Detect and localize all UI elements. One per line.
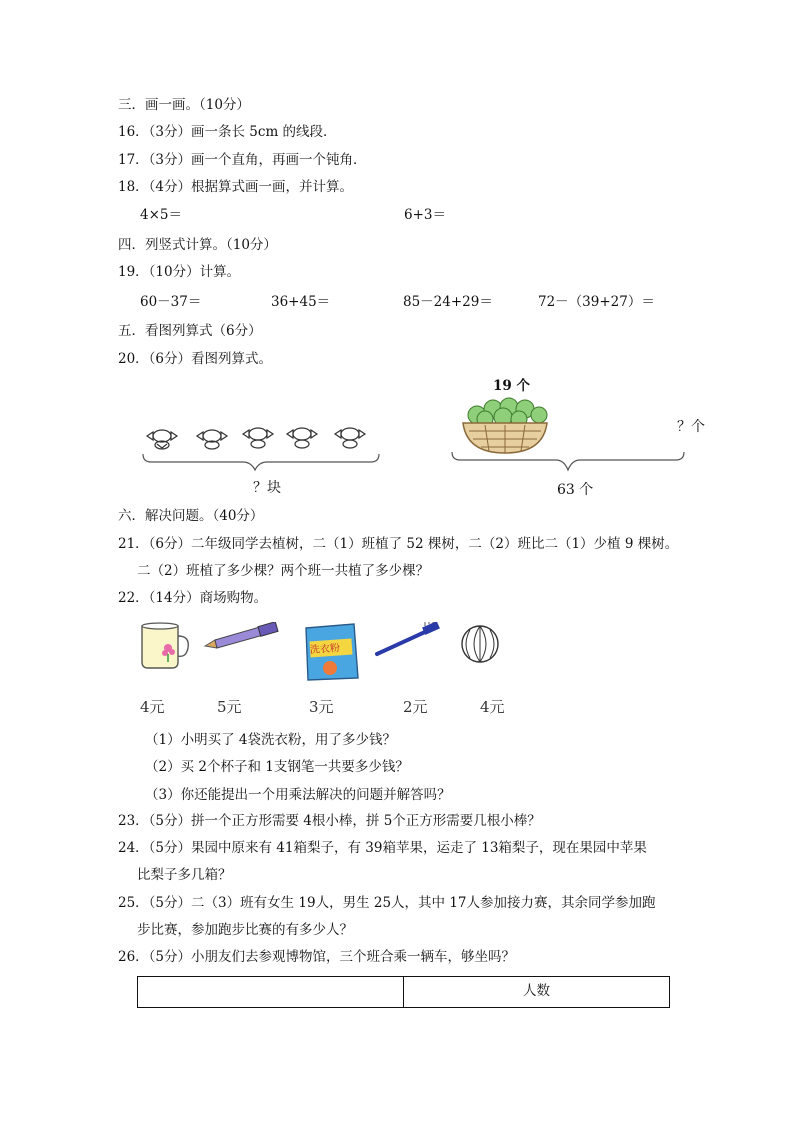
question-21-line-2: 二（2）班植了多少棵？两个班一共植了多少棵？ — [137, 563, 430, 579]
table-header-cell-1 — [138, 977, 404, 1008]
q19-expression-4: 72－（39+27）＝ — [538, 294, 655, 310]
unknown-apples-label: ？个 — [677, 419, 705, 435]
q18-expression-1: 4×5＝ — [140, 207, 182, 223]
question-16: 16．（3分）画一条长 5cm 的线段． — [118, 124, 337, 140]
question-22: 22．（14分）商场购物。 — [118, 590, 268, 606]
candy-icon — [147, 428, 365, 449]
section-3-heading: 三．画一画。（10分） — [118, 97, 250, 113]
q22-sub-2: （2）买 2个杯子和 1支钢笔一共要多少钱？ — [145, 759, 409, 775]
cup-icon — [138, 622, 190, 670]
question-18: 18．（4分）根据算式画一画，并计算。 — [118, 179, 354, 195]
ball-icon — [458, 622, 502, 666]
question-25-line-2: 步比赛，参加跑步比赛的有多少人？ — [137, 922, 353, 938]
brace-basket — [448, 450, 690, 480]
price-toothbrush: 2元 — [403, 698, 428, 716]
q22-sub-1: （1）小明买了 4袋洗衣粉，用了多少钱？ — [145, 732, 396, 748]
class-table — [137, 976, 670, 1008]
question-17: 17．（3分）画一个直角，再画一个钝角． — [118, 152, 367, 168]
q22-sub-3: （3）你还能提出一个用乘法解决的问题并解答吗？ — [145, 787, 451, 803]
q19-expression-2: 36+45＝ — [271, 294, 331, 310]
question-24-line-2: 比梨子多几箱？ — [137, 867, 232, 883]
q19-expression-1: 60－37＝ — [140, 294, 202, 310]
price-detergent: 3元 — [309, 698, 334, 716]
section-5-heading: 五．看图列算式（6分） — [118, 323, 262, 339]
brace-candy — [143, 454, 379, 470]
toothbrush-icon — [373, 622, 443, 658]
question-23: 23．（5分）拼一个正方形需要 4根小棒，拼 5个正方形需要几根小棒？ — [118, 813, 541, 829]
question-24-line-1: 24．（5分）果园中原来有 41箱梨子，有 39箱苹果，运走了 13箱梨子，现在果园中苹果 — [118, 840, 647, 856]
basket-total-label: 63 个 — [557, 482, 594, 498]
section-4-heading: 四．列竖式计算。（10分） — [118, 237, 277, 253]
detergent-label: 洗衣粉 — [309, 642, 341, 657]
q18-expression-2: 6+3＝ — [404, 207, 446, 223]
candy-total-label: ？块 — [253, 480, 281, 496]
table-header-cell-2: 人数 — [404, 977, 670, 1008]
q19-expression-3: 85－24+29＝ — [403, 294, 493, 310]
price-ball: 4元 — [480, 698, 505, 716]
price-cup: 4元 — [140, 698, 165, 716]
table-header-row — [138, 977, 670, 1008]
pen-icon — [203, 622, 283, 652]
section-6-heading: 六．解决问题。（40分） — [118, 508, 264, 524]
question-26: 26．（5分）小朋友们去参观博物馆，三个班合乘一辆车，够坐吗？ — [118, 949, 516, 965]
basket-count-label: 19 个 — [493, 378, 530, 394]
question-25-line-1: 25．（5分）二（3）班有女生 19人，男生 25人，其中 17人参加接力赛，其余同学参加跑 — [118, 895, 656, 911]
question-19: 19．（10分）计算。 — [118, 264, 241, 280]
question-20: 20．（6分）看图列算式。 — [118, 351, 273, 367]
question-21-line-1: 21．（6分）二年级同学去植树，二（1）班植了 52 棵树，二（2）班比二（1）少植 9 棵树。 — [118, 536, 679, 552]
price-pen: 5元 — [217, 698, 242, 716]
